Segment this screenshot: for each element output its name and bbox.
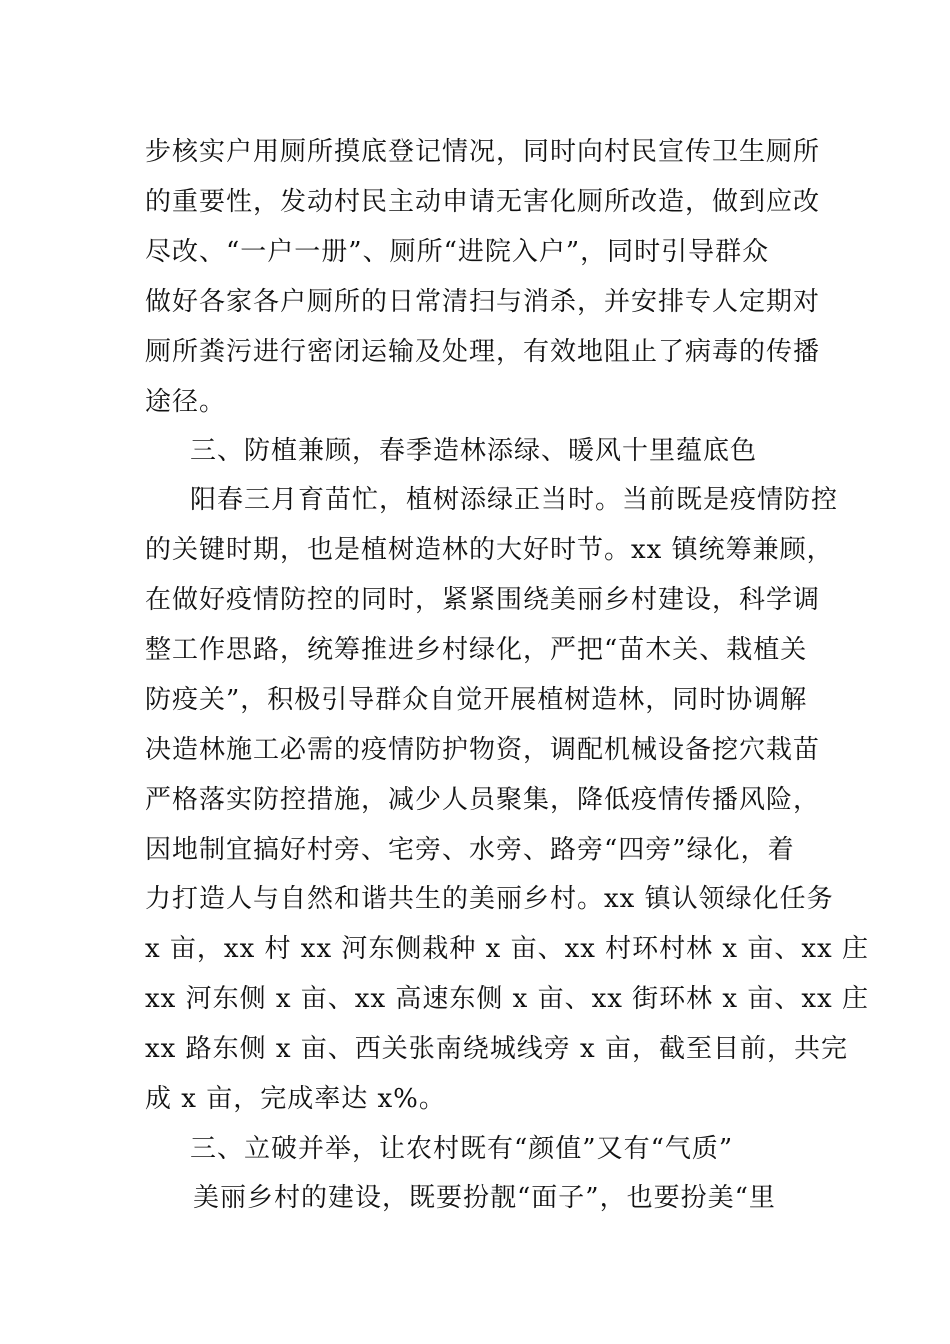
text-line: 决造林施工必需的疫情防护物资，调配机械设备挖穴栽苗 xyxy=(145,735,821,765)
section-heading: 三、立破并举，让农村既有“颜值”又有“气质” xyxy=(190,1134,734,1164)
text-line: 厕所粪污进行密闭运输及处理，有效地阻止了病毒的传播 xyxy=(145,337,821,367)
text-line: 防疫关”，积极引导群众自觉开展植树造林，同时协调解 xyxy=(145,685,808,715)
text-line: 步核实户用厕所摸底登记情况，同时向村民宣传卫生厕所 xyxy=(145,137,821,167)
text-line: 的关键时期，也是植树造林的大好时节。xx 镇统筹兼顾， xyxy=(145,535,834,565)
text-line: 途径。 xyxy=(145,387,227,417)
text-line: 在做好疫情防控的同时，紧紧围绕美丽乡村建设，科学调 xyxy=(145,585,821,615)
text-line: x 亩，xx 村 xx 河东侧栽种 x 亩、xx 村环村林 x 亩、xx 庄 xyxy=(145,934,869,964)
section-heading: 三、防植兼顾，春季造林添绿、暖风十里蕴底色 xyxy=(190,436,758,466)
text-line: 整工作思路，统筹推进乡村绿化，严把“苗木关、栽植关 xyxy=(145,635,808,665)
text-line: 美丽乡村的建设，既要扮靓“面子”，也要扮美“里 xyxy=(193,1183,776,1213)
text-line: 严格落实防控措施，减少人员聚集，降低疫情传播风险， xyxy=(145,785,821,815)
text-line: xx 河东侧 x 亩、xx 高速东侧 x 亩、xx 街环林 x 亩、xx 庄 xyxy=(145,984,869,1014)
text-line: xx 路东侧 x 亩、西关张南绕城线旁 x 亩，截至目前，共完 xyxy=(145,1034,848,1064)
text-line: 做好各家各户厕所的日常清扫与消杀，并安排专人定期对 xyxy=(145,287,821,317)
text-line: 成 x 亩，完成率达 x%。 xyxy=(145,1084,446,1114)
text-line: 尽改、“一户一册”、厕所“进院入户”，同时引导群众 xyxy=(145,237,770,267)
text-line: 因地制宜搞好村旁、宅旁、水旁、路旁“四旁”绿化，着 xyxy=(145,835,795,865)
text-line: 力打造人与自然和谐共生的美丽乡村。xx 镇认领绿化任务 xyxy=(145,884,834,914)
text-line: 阳春三月育苗忙，植树添绿正当时。当前既是疫情防控 xyxy=(190,485,839,515)
text-line: 的重要性，发动村民主动申请无害化厕所改造，做到应改 xyxy=(145,187,821,217)
